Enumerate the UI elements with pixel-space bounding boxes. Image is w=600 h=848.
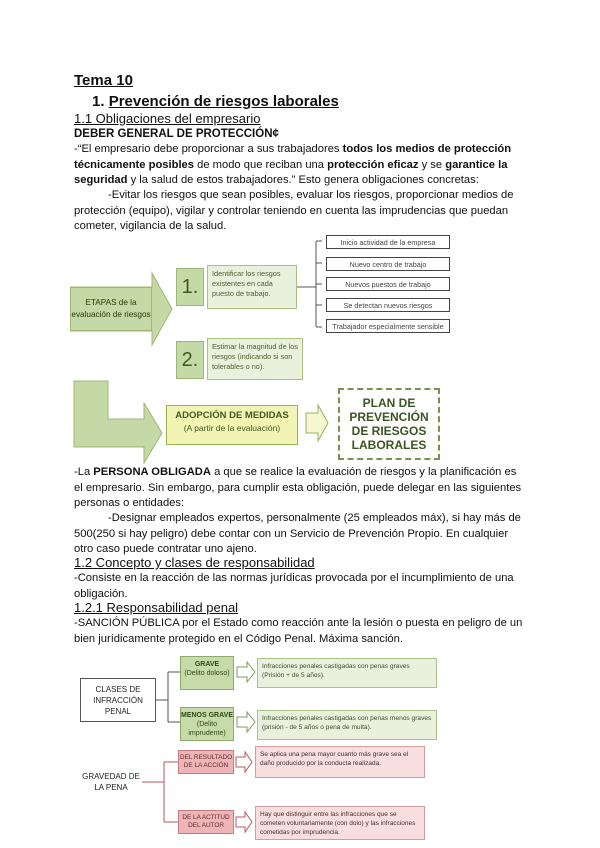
trigger-item: Nuevo centro de trabajo xyxy=(326,257,450,271)
actitud-text: Hay que distinguir entre las infracciones que se cometen voluntariamente (con dolo) y las infracciones cometidas por imprudencia. xyxy=(255,806,425,840)
quote-text-1: -“El empresario debe proporcionar a sus trabajadores xyxy=(74,143,343,155)
quote-text-2: de modo que reciban una xyxy=(194,158,328,171)
deber-heading: DEBER GENERAL DE PROTECCIÓN¢ xyxy=(74,128,279,140)
adopcion-title: ADOPCIÓN DE MEDIDAS xyxy=(175,410,289,421)
section-number: 1. xyxy=(92,93,105,110)
l-arrow-shape xyxy=(74,381,162,463)
quote-bold-1: todos los medios de protección técnicamente posibles xyxy=(74,143,512,171)
trigger-item: Se detectan nuevos riesgos xyxy=(326,298,450,312)
adopcion-subtitle: (A partir de la evaluación) xyxy=(183,423,281,433)
quote-bold-3: garantice la seguridad xyxy=(74,158,508,186)
evitar-paragraph xyxy=(74,188,524,235)
step2-number: 2. xyxy=(176,341,204,379)
trigger-item: Inicio actividad de la empresa xyxy=(326,235,450,249)
trigger-item: Trabajador especialmente sensible xyxy=(326,319,450,333)
gravedad-label: GRAVEDAD DE LA PENA xyxy=(82,772,140,792)
grave-text: Infracciones penales castigadas con penas graves (Prisión + de 5 años). xyxy=(257,658,437,688)
sancion-paragraph: -SANCIÓN PÚBLICA por el Estado como reacción ante la lesión o puesta en peligro de un bien jurídicamente protegido en el Código Penal. Máxima sanción. xyxy=(74,617,523,645)
step2-text: Estimar la magnitud de los riesgos (indicando si son tolerables o no). xyxy=(207,338,303,380)
actitud-arrow xyxy=(236,812,252,832)
plan-box: PLAN DE PREVENCIÓN DE RIESGOS LABORALES xyxy=(338,388,440,460)
designar-paragraph xyxy=(74,511,526,558)
section-title: Prevención de riesgos laborales xyxy=(108,93,339,110)
persona-bold: PERSONA OBLIGADA xyxy=(93,466,211,478)
adopcion-box xyxy=(166,405,298,445)
subsection-1-2-1: 1.2.1 Responsabilidad penal xyxy=(74,600,239,615)
designar-text: -Designar empleados expertos, personalmente (25 empleados máx), si hay más de 500(250 si hay peligro) debe contar con un Servicio de Prevención Propio. En cualquier otro caso puede contratar uno ajeno. xyxy=(74,512,521,555)
penal-diagram xyxy=(80,652,440,842)
menos-grave-box xyxy=(180,707,234,741)
grave-arrow xyxy=(237,662,255,682)
grave-title: GRAVE xyxy=(194,661,220,668)
consiste-paragraph: -Consiste en la reacción de las normas jurídicas provocada por el incumplimiento de una obligación. xyxy=(74,572,514,600)
evitar-text: -Evitar los riesgos que sean posibles, evaluar los riesgos, proporcionar medios de protección (equipo), vigilar y controlar teniendo en cuenta las imprudencias que puedan cometer, vigilancia de la salud. xyxy=(74,189,514,232)
menos-grave-subtitle: (Delito imprudente) xyxy=(188,721,226,737)
section-heading xyxy=(92,93,339,110)
subsection-1-2: 1.2 Concepto y clases de responsabilidad xyxy=(74,555,315,570)
quote-paragraph xyxy=(74,142,524,189)
persona-text-2: a que se realice la evaluación de riesgos y la planificación es el empresario. Sin embargo, para cumplir esta obligación, puede delegar en las siguientes personas o entidades: xyxy=(74,466,522,509)
quote-text-3: y se xyxy=(418,158,446,171)
tema-title: Tema 10 xyxy=(74,72,133,89)
etapas-label: ETAPAS de la evaluación de riesgos xyxy=(70,287,152,331)
resultado-box: DEL RESULTADO DE LA ACCIÓN xyxy=(178,750,234,774)
trigger-item: Nuevos puestos de trabajo xyxy=(326,277,450,291)
step1-number: 1. xyxy=(176,268,204,306)
actitud-box: DE LA ACTITUD DEL AUTOR xyxy=(178,810,234,834)
subsection-1-1: 1.1 Obligaciones del empresario xyxy=(74,111,261,126)
grave-box xyxy=(180,656,234,690)
menos-grave-title: MENOS GRAVE xyxy=(181,712,233,719)
menos-grave-text: Infracciones penales castigadas con penas menos graves (prisión - de 5 años o pena de multa). xyxy=(257,710,437,740)
clases-box: CLASES DE INFRACCIÓN PENAL xyxy=(80,678,156,722)
resultado-arrow xyxy=(236,752,252,772)
plan-arrow-shape xyxy=(306,405,328,441)
grave-subtitle: (Delito doloso) xyxy=(184,670,230,677)
persona-paragraph xyxy=(74,465,526,512)
quote-bold-2: protección eficaz xyxy=(327,158,419,171)
persona-text-1: -La xyxy=(74,466,94,478)
resultado-text: Se aplica una pena mayor cuanto más grave sea el daño producido por la conducta realizada. xyxy=(255,746,425,778)
quote-text-4: y la salud de estos trabajadores.” Esto genera obligaciones concretas: xyxy=(127,174,479,186)
step1-text: Identificar los riesgos existentes en cada puesto de trabajo. xyxy=(207,265,297,309)
menos-arrow xyxy=(237,712,255,732)
evaluation-diagram xyxy=(70,229,450,464)
